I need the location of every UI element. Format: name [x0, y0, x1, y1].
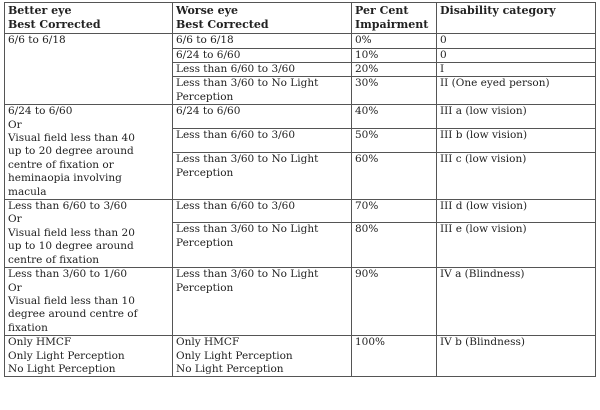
category-cell: III a (low vision) — [437, 105, 596, 129]
header-better-eye — [5, 3, 173, 34]
better-eye-line: Visual field less than 20 — [8, 226, 135, 239]
worse-eye-cell — [173, 129, 352, 153]
better-eye-line: Less than 6/60 to 3/60 — [8, 200, 128, 213]
better-eye-line: Visual field less than 10 — [8, 294, 135, 307]
category-cell: III c (low vision) — [437, 153, 596, 200]
table-row — [5, 336, 596, 377]
impairment-cell: 90% — [352, 268, 437, 336]
header-worse-eye-line1: Worse eye — [176, 4, 238, 17]
better-eye-line: fixation — [8, 321, 48, 334]
impairment-cell: 70% — [352, 200, 437, 223]
category-cell: III e (low vision) — [437, 223, 596, 268]
worse-eye-cell — [173, 153, 352, 200]
worse-eye-line: Only Light Perception — [176, 349, 293, 362]
worse-eye-cell — [173, 48, 352, 62]
impairment-cell: 100% — [352, 336, 437, 377]
better-eye-line: Only HMCF — [8, 336, 72, 349]
better-eye-cell — [5, 105, 173, 200]
header-row — [5, 3, 596, 34]
header-better-eye-line1: Better eye — [8, 4, 72, 17]
worse-eye-cell — [173, 77, 352, 105]
better-eye-line: Or — [8, 281, 22, 294]
better-eye-line: centre of fixation — [8, 253, 100, 266]
impairment-cell: 0% — [352, 34, 437, 48]
worse-eye-cell — [173, 223, 352, 268]
impairment-cell: 80% — [352, 223, 437, 268]
better-eye-line: Only Light Perception — [8, 349, 125, 362]
header-better-eye-line2: Best Corrected — [8, 17, 101, 31]
table-row — [5, 200, 596, 223]
better-eye-cell — [5, 200, 173, 268]
better-eye-line: up to 10 degree around — [8, 240, 134, 253]
header-disability-category — [437, 3, 596, 34]
table-row — [5, 105, 596, 129]
better-eye-line: Or — [8, 118, 22, 131]
category-cell: III b (low vision) — [437, 129, 596, 153]
worse-eye-line: Perception — [176, 90, 234, 103]
worse-eye-line: Less than 6/60 to 3/60 — [176, 129, 296, 142]
worse-eye-line: 6/24 to 6/60 — [176, 48, 241, 61]
header-impairment-line1: Per Cent — [355, 4, 409, 17]
better-eye-line: 6/6 to 6/18 — [8, 34, 66, 47]
category-cell: I — [437, 63, 596, 77]
better-eye-line: Less than 3/60 to 1/60 — [8, 268, 128, 281]
impairment-cell: 10% — [352, 48, 437, 62]
better-eye-line: macula — [8, 185, 47, 198]
better-eye-cell — [5, 268, 173, 336]
category-cell: III d (low vision) — [437, 200, 596, 223]
impairment-cell: 30% — [352, 77, 437, 105]
worse-eye-line: Perception — [176, 281, 234, 294]
table-body — [5, 34, 596, 377]
header-worse-eye — [173, 3, 352, 34]
table-row — [5, 34, 596, 48]
worse-eye-line: Less than 3/60 to No Light — [176, 268, 319, 281]
category-cell: 0 — [437, 34, 596, 48]
worse-eye-cell — [173, 34, 352, 48]
worse-eye-cell — [173, 200, 352, 223]
worse-eye-cell — [173, 336, 352, 377]
header-impairment — [352, 3, 437, 34]
better-eye-line: No Light Perception — [8, 362, 116, 375]
impairment-cell: 40% — [352, 105, 437, 129]
worse-eye-cell — [173, 105, 352, 129]
impairment-cell: 50% — [352, 129, 437, 153]
worse-eye-line: Only HMCF — [176, 336, 240, 349]
better-eye-cell — [5, 34, 173, 105]
table-row — [5, 268, 596, 336]
header-impairment-line2: Impairment — [355, 17, 429, 31]
better-eye-line: Visual field less than 40 — [8, 132, 135, 145]
better-eye-line: heminaopia involving — [8, 172, 122, 185]
worse-eye-line: 6/24 to 6/60 — [176, 105, 241, 118]
impairment-cell: 60% — [352, 153, 437, 200]
better-eye-line: up to 20 degree around — [8, 145, 134, 158]
worse-eye-line: Less than 6/60 to 3/60 — [176, 200, 296, 213]
better-eye-line: degree around centre of — [8, 308, 138, 321]
worse-eye-line: Perception — [176, 166, 234, 179]
worse-eye-line: Less than 3/60 to No Light — [176, 153, 319, 166]
worse-eye-cell — [173, 63, 352, 77]
worse-eye-line: Less than 3/60 to No Light — [176, 223, 319, 236]
better-eye-line: Or — [8, 213, 22, 226]
worse-eye-line: Less than 3/60 to No Light — [176, 77, 319, 90]
header-worse-eye-line2: Best Corrected — [176, 17, 269, 31]
impairment-cell: 20% — [352, 63, 437, 77]
better-eye-line: 6/24 to 6/60 — [8, 105, 73, 118]
header-category-text: Disability category — [440, 4, 556, 17]
visual-impairment-table — [4, 2, 596, 377]
worse-eye-line: 6/6 to 6/18 — [176, 34, 234, 47]
worse-eye-line: No Light Perception — [176, 362, 284, 375]
worse-eye-cell — [173, 268, 352, 336]
better-eye-cell — [5, 336, 173, 377]
worse-eye-line: Perception — [176, 236, 234, 249]
better-eye-line: centre of fixation or — [8, 158, 114, 171]
category-cell: IV a (Blindness) — [437, 268, 596, 336]
category-cell: II (One eyed person) — [437, 77, 596, 105]
category-cell: IV b (Blindness) — [437, 336, 596, 377]
category-cell: 0 — [437, 48, 596, 62]
worse-eye-line: Less than 6/60 to 3/60 — [176, 63, 296, 75]
